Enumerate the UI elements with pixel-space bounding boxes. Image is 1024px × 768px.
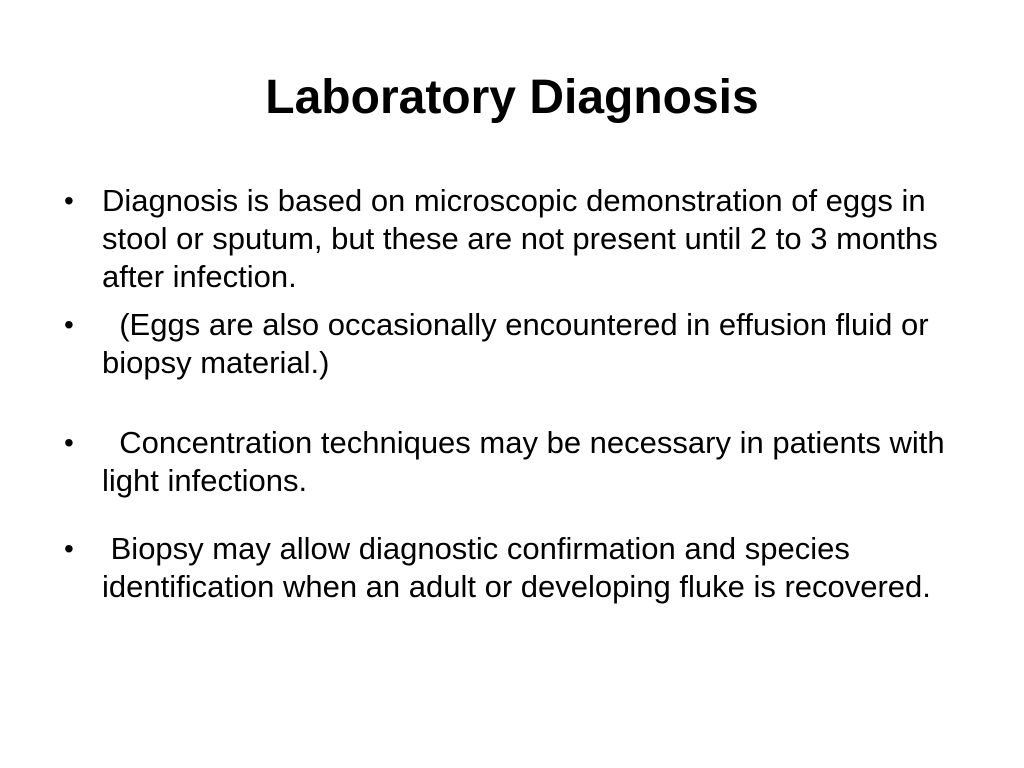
bullet-item: [64, 530, 964, 606]
bullet-item: [64, 424, 964, 500]
bullet-icon: •: [64, 533, 74, 564]
bullet-item: [64, 182, 964, 296]
bullet-text: Diagnosis is based on microscopic demonstration of eggs in stool or sputum, but these are not present until 2 to 3 months after infection.: [102, 183, 947, 294]
bullet-icon: •: [64, 427, 74, 458]
bullet-text: Biopsy may allow diagnostic confirmation and species identification when an adult or developing fluke is recovered.: [102, 531, 931, 604]
bullet-text: (Eggs are also occasionally encountered in effusion fluid or biopsy material.): [102, 307, 938, 380]
bullet-icon: •: [64, 309, 74, 340]
bullet-item: [64, 306, 964, 382]
bullet-list: [64, 182, 964, 606]
bullet-icon: •: [64, 185, 74, 216]
bullet-text: Concentration techniques may be necessary in patients with light infections.: [102, 425, 954, 498]
slide-title: Laboratory Diagnosis: [265, 71, 759, 124]
